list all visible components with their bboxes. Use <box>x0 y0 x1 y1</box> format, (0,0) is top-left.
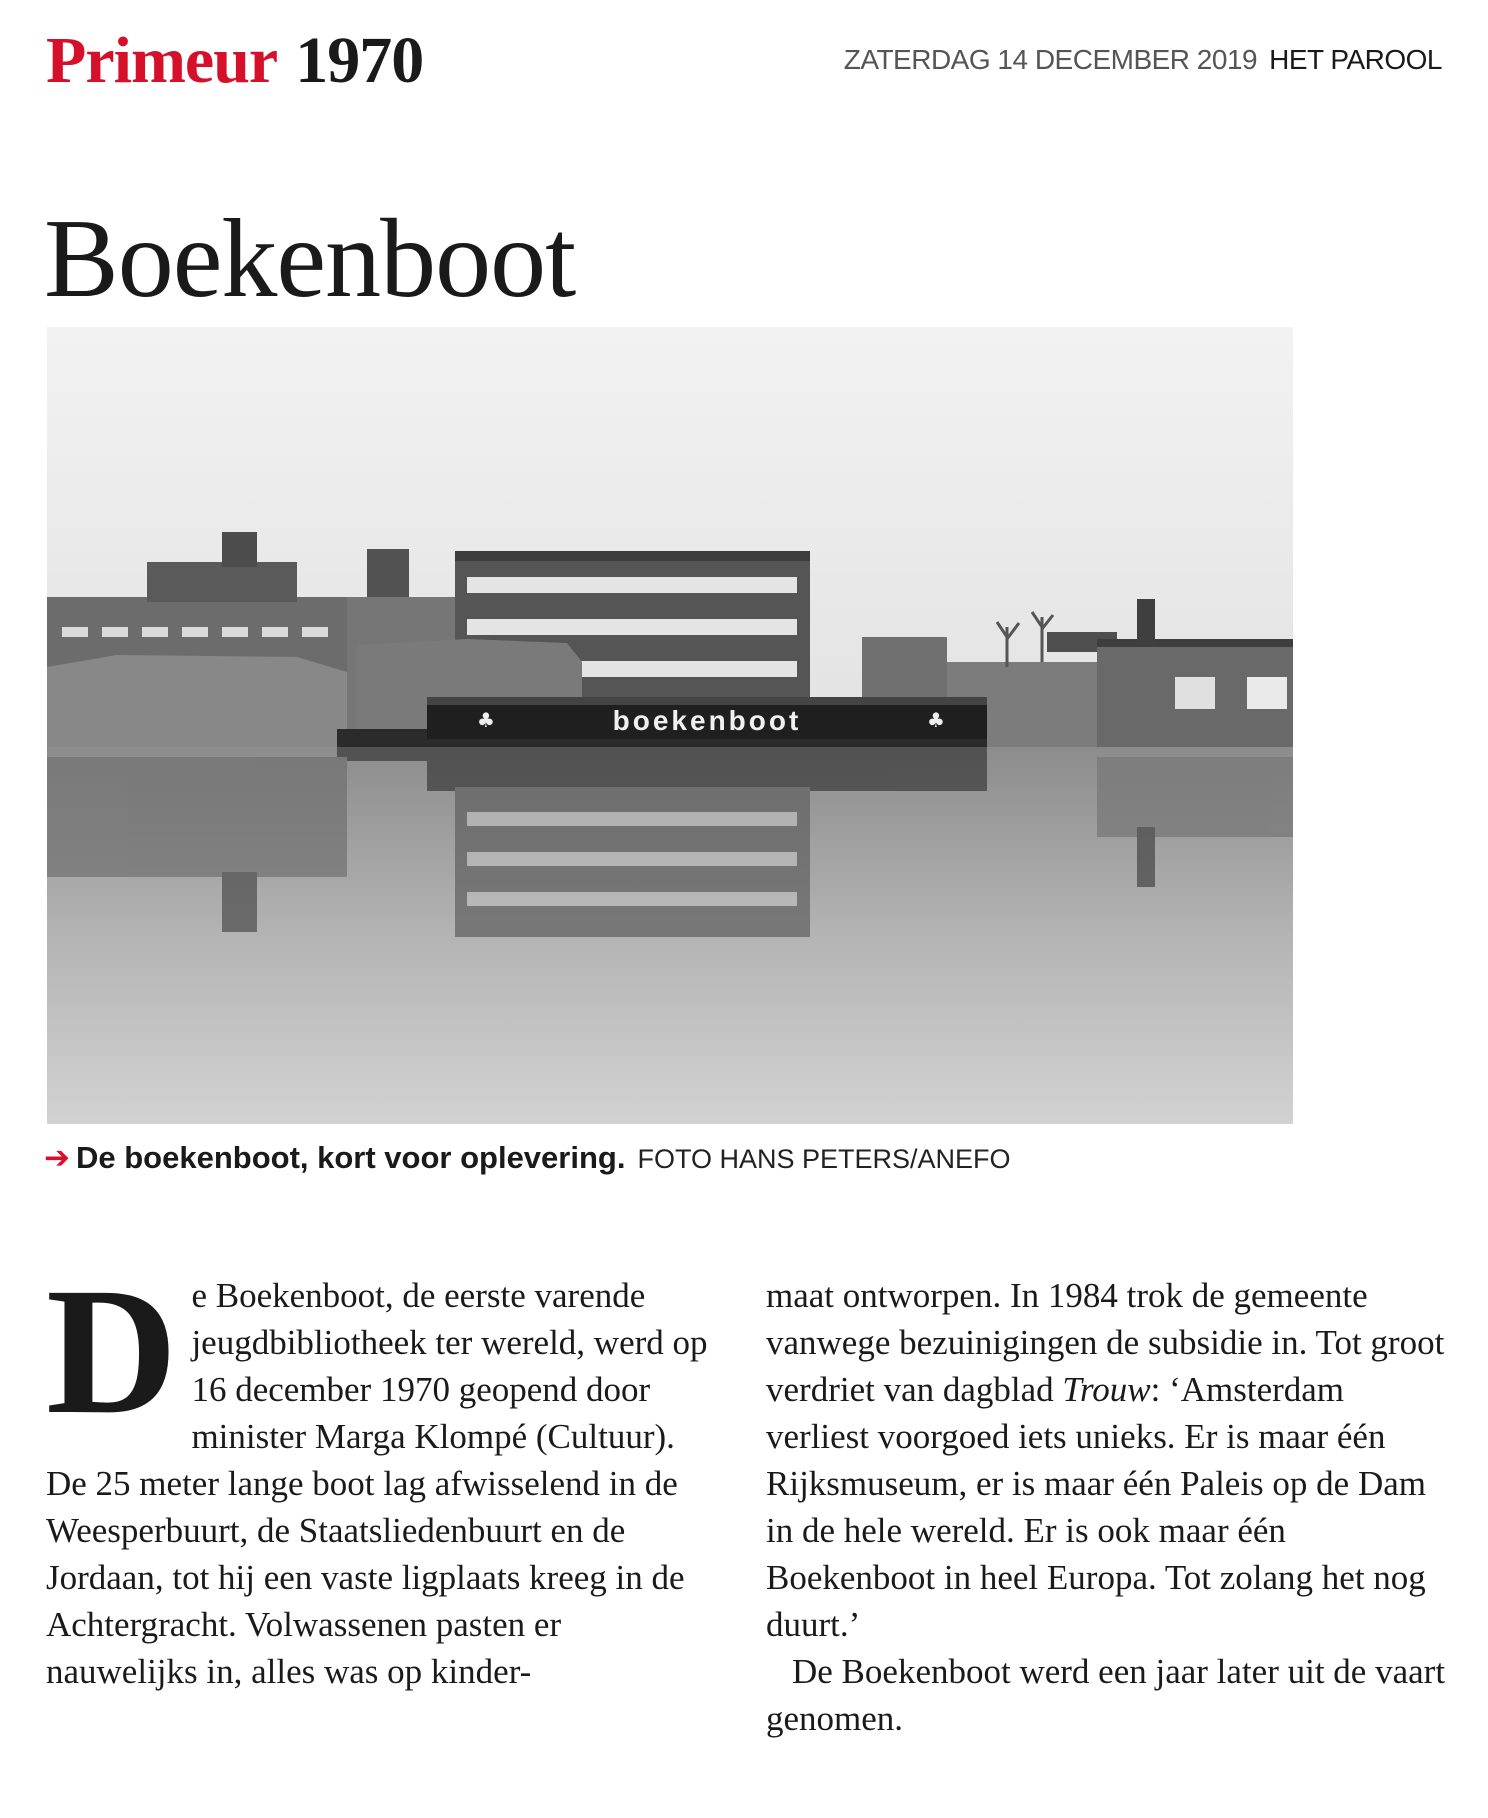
photo-credit: FOTO HANS PETERS/ANEFO <box>637 1144 1011 1174</box>
newspaper-name: HET PAROOL <box>1269 44 1442 75</box>
boat-sign: boekenboot <box>612 705 802 736</box>
boat-logo-right-icon: ♣ <box>927 708 945 732</box>
paragraph-1-part-3: : ‘Amsterdam verliest voorgoed iets unieks. Er is maar één Rijksmuseum, er is maar één Paleis op de Dam in de hele wereld. Er is ook maar één Boekenboot in heel Europa. Tot zolang het nog duurt.’ <box>766 1370 1426 1644</box>
kicker-label: Primeur <box>46 24 278 97</box>
article-paragraph-1-continued <box>766 1272 1446 1648</box>
newspaper-reference: Trouw <box>1062 1370 1151 1409</box>
article-paragraph-2: De Boekenboot werd een jaar later uit de vaart genomen. <box>766 1652 1446 1738</box>
article-column-left <box>46 1251 711 1695</box>
publication-date: ZATERDAG 14 DECEMBER 2019 <box>843 44 1258 75</box>
headline: Boekenboot <box>44 197 576 322</box>
arrow-right-icon: ➔ <box>44 1140 70 1175</box>
boat-logo-left-icon: ♣ <box>477 708 495 732</box>
section-kicker <box>46 24 424 97</box>
boekenboot-boat <box>337 697 987 747</box>
article-paragraph-1: De Boekenboot, de eerste varende jeugdbibliotheek ter wereld, werd op 16 december 1970 geopend door minister Marga Klompé (Cultuur). De 25 meter lange boot lag afwisselend in de Weesperbuurt, de Staatsliedenbuurt en de Jordaan, tot hij een vaste ligplaats kreeg in de Achtergracht. Volwassenen pasten er nauwelijks in, alles was op kinder- <box>46 1251 708 1691</box>
article-column-right <box>766 1272 1446 1742</box>
dateline <box>844 44 1442 76</box>
paragraph-1-part-1: e Boekenboot, de eerste varende jeugdbibliotheek ter wereld, werd op 16 december 1970 geopend door minister Marga Klompé (Cultuur). De 25 meter lange boot lag afwisselend in de Weesperbuurt, de Staatsliedenbuurt en de Jordaan, tot hij een vaste ligplaats kreeg in de Achtergracht. Volwassenen pasten er nauwelijks in, alles was op kinder <box>46 1276 708 1691</box>
caption-text: De boekenboot, kort voor oplevering. <box>75 1140 626 1175</box>
kicker-year: 1970 <box>295 24 424 97</box>
article-photo <box>47 327 1293 1124</box>
photo-caption <box>44 1140 1011 1176</box>
drop-cap: D <box>46 1251 178 1452</box>
paragraph-1-part-2: maat ontworpen. In 1984 trok de gemeente vanwege bezuinigingen de subsidie in. Tot groot verdriet van dagblad <box>766 1276 1445 1409</box>
